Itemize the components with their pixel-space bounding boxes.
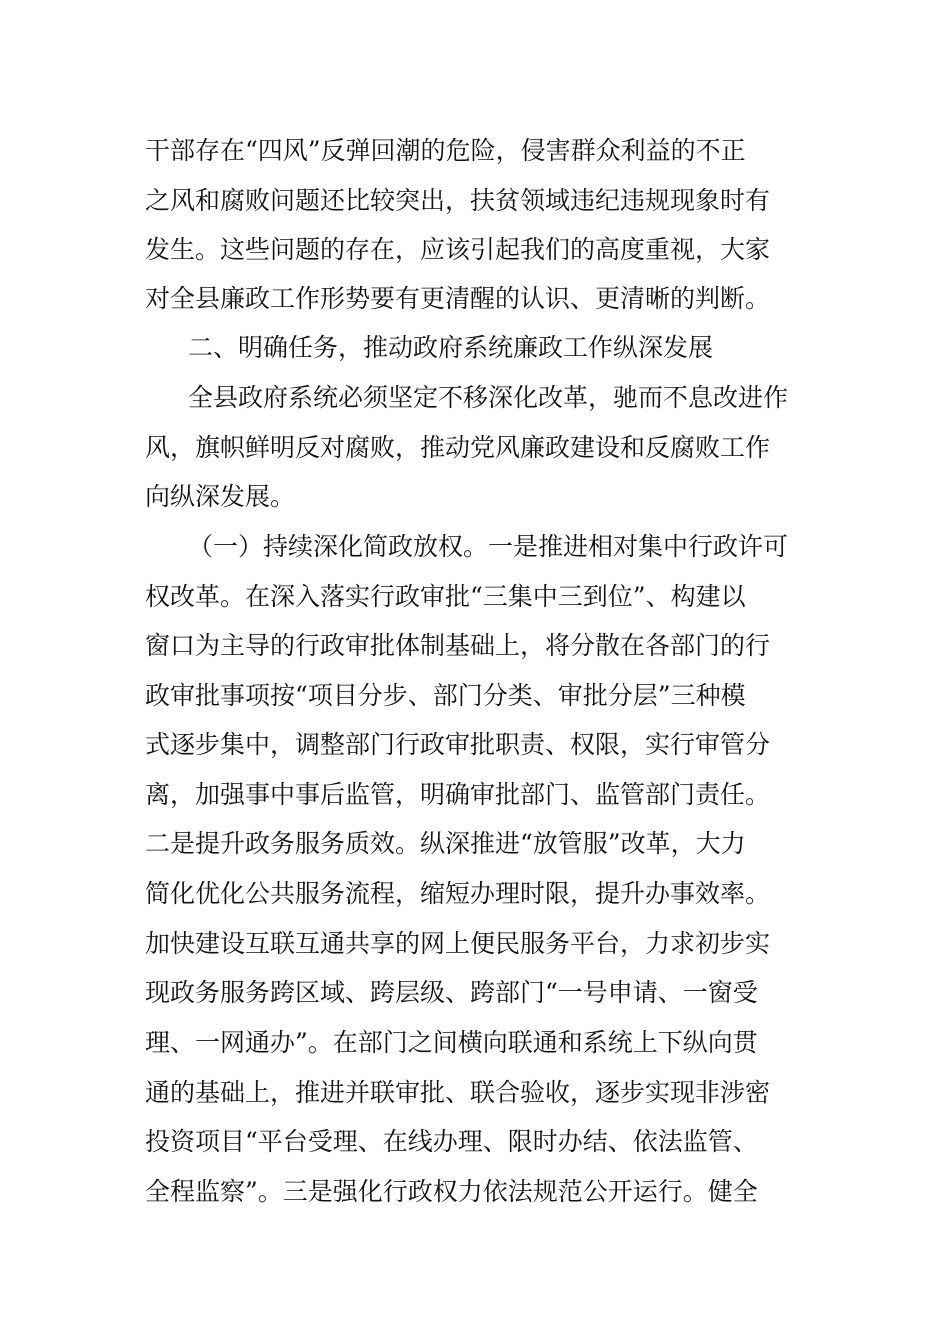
text-line: 发生。这些问题的存在，应该引起我们的高度重视，大家 xyxy=(145,235,771,264)
text-line: 加快建设互联互通共享的网上便民服务平台，力求初步实 xyxy=(145,929,771,958)
text-line: 简化优化公共服务流程，缩短办理时限，提升办事效率。 xyxy=(145,879,771,908)
text-line: 现政务服务跨区域、跨层级、跨部门“一号申请、一窗受 xyxy=(145,978,758,1007)
text-line: （一）持续深化简政放权。一是推进相对集中行政许可 xyxy=(188,532,789,561)
text-line: 向纵深发展。 xyxy=(145,482,296,511)
text-line: 通的基础上，推进并联审批、联合验收，逐步实现非涉密 xyxy=(145,1078,771,1107)
text-line: 之风和腐败问题还比较突出，扶贫领域违纪违规现象时有 xyxy=(145,186,771,215)
text-line: 窗口为主导的行政审批体制基础上，将分散在各部门的行 xyxy=(145,631,771,660)
text-line: 离，加强事中事后监管，明确审批部门、监管部门责任。 xyxy=(145,780,771,809)
text-line: 干部存在“四风”反弹回潮的危险，侵害群众利益的不正 xyxy=(145,136,746,165)
text-line: 权改革。在深入落实行政审批“三集中三到位”、构建以 xyxy=(145,582,746,611)
text-line: 政审批事项按“项目分步、部门分类、审批分层”三种模 xyxy=(145,681,746,710)
text-line: 二是提升政务服务质效。纵深推进“放管服”改革，大力 xyxy=(145,829,746,858)
text-line: 全程监察”。三是强化行政权力依法规范公开运行。健全 xyxy=(145,1177,758,1206)
text-line: 投资项目“平台受理、在线办理、限时办结、依法监管、 xyxy=(145,1127,758,1156)
text-line: 全县政府系统必须坚定不移深化改革，驰而不息改进作 xyxy=(188,383,789,412)
text-line: 理、一网通办”。在部门之间横向联通和系统上下纵向贯 xyxy=(145,1028,758,1057)
text-line: 对全县廉政工作形势要有更清醒的认识、更清晰的判断。 xyxy=(145,284,771,313)
text-line: 式逐步集中，调整部门行政审批职责、权限，实行审管分 xyxy=(145,730,771,759)
text-line: 风，旗帜鲜明反对腐败，推动党风廉政建设和反腐败工作 xyxy=(145,433,771,462)
section-heading: 二、明确任务，推动政府系统廉政工作纵深发展 xyxy=(188,333,714,362)
